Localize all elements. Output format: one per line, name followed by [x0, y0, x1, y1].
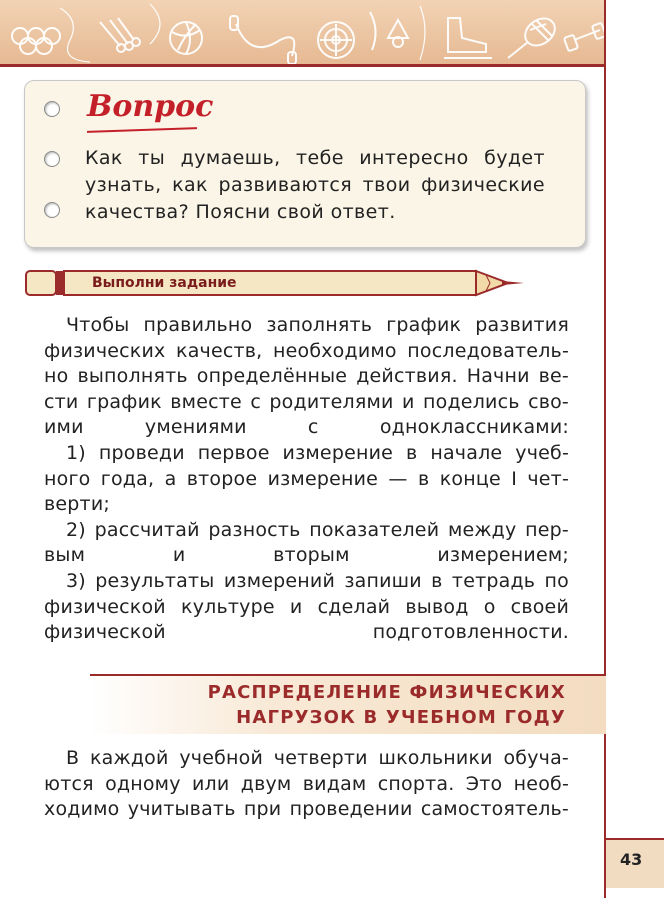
page-number: 43 [620, 850, 643, 869]
question-title: Вопрос [87, 89, 214, 124]
tennis-racket-icon [508, 13, 560, 58]
page-number-box [606, 838, 664, 888]
binder-hole-icon [44, 202, 60, 218]
step-text: 3) результаты измерений запиши в тетрадь по физической культуре и сделай вывод о своей физической подготовленности. [44, 569, 569, 644]
shuttlecock-icon [100, 18, 140, 52]
question-line: узнать, как развиваются твои физические [85, 174, 545, 196]
step-item [44, 569, 569, 646]
badminton-icon [370, 12, 408, 50]
question-line: Как ты думаешь, тебе интересно будет [85, 147, 545, 169]
instructions-intro [44, 313, 569, 441]
skate-icon [444, 18, 492, 58]
page-margin-rule [604, 0, 606, 898]
section-heading-band [90, 674, 606, 734]
volleyball-icon [170, 22, 202, 54]
olympic-rings-icon [12, 28, 60, 54]
task-label: Выполни задание [92, 275, 237, 291]
section-heading-line: НАГРУЗОК В УЧЕБНОМ ГОДУ [236, 707, 566, 728]
banner-art [0, 0, 606, 64]
question-text [85, 145, 545, 226]
step-text: 1) проведи первое измерение в начале учеб-ного года, а второе измерение — в конце I чет-верти; [44, 441, 569, 516]
dumbbell-icon [564, 23, 606, 52]
question-line: качества? Поясни свой ответ. [85, 201, 396, 223]
section-heading-line: РАСПРЕДЕЛЕНИЕ ФИЗИЧЕСКИХ [207, 682, 566, 703]
question-title-underline [87, 127, 197, 133]
step-text: 2) рассчитай разность показателей между пер-вым и вторым измерением; [44, 518, 569, 567]
binder-hole-icon [44, 151, 60, 167]
step-item [44, 441, 569, 518]
instructions-block [44, 313, 569, 646]
sports-banner [0, 0, 606, 67]
binder-hole-icon [44, 101, 60, 117]
section-heading [208, 680, 566, 730]
instructions-intro-text: Чтобы правильно заполнять график развития физических качеств, необходимо последователь-но выполнять определённые действия. Начни ве-сти график вместе с родителями и поделись сво-ими умениями с одноклассниками: [44, 314, 569, 439]
section-text: В каждой учебной четверти школьники обуча-ются одному или двум видам спорта. Это необ-ходимо учитывать при проведении самостоятель- [44, 747, 569, 821]
step-item [44, 518, 569, 569]
jump-rope-icon [230, 16, 296, 64]
target-icon [318, 22, 354, 58]
question-card [24, 80, 586, 248]
section-paragraph [44, 746, 569, 823]
